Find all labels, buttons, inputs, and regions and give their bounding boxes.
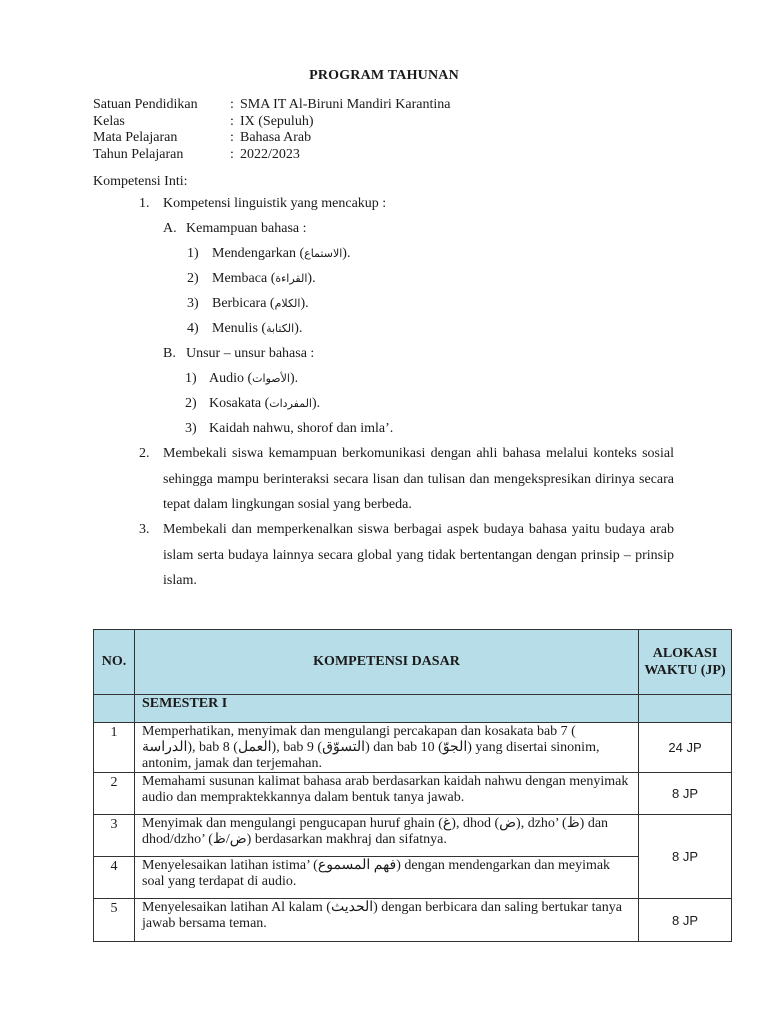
info-separator: : [230,130,234,145]
info-row [93,147,451,164]
row-number: 2 [94,773,135,815]
row-competency: Menyelesaikan latihan Al kalam (الحديث) dengan berbicara dan saling bertukar tanya jawab bersama teman. [135,899,639,942]
table-header-row [94,630,732,695]
row-number: 5 [94,899,135,942]
sub-sublist-number: 3) [187,296,199,311]
semester-label: SEMESTER I [135,695,639,723]
sub-sublist-number: 1) [185,371,197,386]
sub-sublist-item: Berbicara (الكلام). [212,296,309,311]
list-number: 2. [139,446,150,461]
arabic-term: الاستماع [304,247,343,260]
sublist-text: Unsur – unsur bahasa : [186,346,315,361]
list-number: 3. [139,522,150,537]
kompetensi-inti-heading: Kompetensi Inti: [93,174,188,189]
row-competency: Menyimak dan mengulangi pengucapan huruf ghain (غ), dhod (ض), dzho’ (ظ) dan dhod/dzho’ (ض/ظ) berdasarkan makhraj dan sifatnya. [135,815,639,857]
sub-sublist-item: Kaidah nahwu, shorof dan imla’. [209,421,394,436]
sublist-letter: A. [163,221,177,236]
list-item-text: Kompetensi linguistik yang mencakup : [163,196,387,211]
kompetensi-dasar-table [93,629,732,942]
info-separator: : [230,113,234,129]
info-label: Satuan Pendidikan [93,97,198,112]
header-alokasi-waktu: ALOKASI WAKTU (JP) [639,630,732,695]
row-allocation: 8 JP [639,899,732,942]
document-title: PROGRAM TAHUNAN [309,68,459,83]
arabic-term: المفردات [269,397,312,410]
info-value: 2022/2023 [240,146,300,162]
arabic-term: الكتابة [266,322,295,335]
sub-sublist-item: Mendengarkan (الاستماع). [212,246,351,261]
info-value: IX (Sepuluh) [240,113,314,129]
info-row [93,97,451,114]
list-item-paragraph: Membekali siswa kemampuan berkomunikasi dengan ahli bahasa melalui konteks sosial sehingga mampu berinteraksi secara lisan dan tulisan dan mengekspresikan dirinya secara tepat dalam lingkungan sosial yang berbeda. [163,446,674,512]
info-label: Kelas [93,113,125,129]
info-separator: : [230,146,234,162]
row-allocation: 24 JP [639,723,732,773]
arabic-term: الكلام [274,297,301,310]
row-allocation: 8 JP [639,815,732,899]
table-row [94,723,732,773]
info-separator: : [230,97,234,112]
row-number: 1 [94,723,135,773]
list-item-paragraph: Membekali dan memperkenalkan siswa berbagai aspek budaya bahasa yaitu budaya arab islam serta budaya lainnya secara global yang tidak bertentangan dengan prinsip – prinsip islam. [163,522,674,588]
semester-row [94,695,732,723]
sublist-text: Kemampuan bahasa : [186,221,307,236]
row-allocation: 8 JP [639,773,732,815]
sublist-letter: B. [163,346,176,361]
sub-sublist-item: Menulis (الكتابة). [212,321,303,336]
sub-sublist-number: 4) [187,321,199,336]
row-number: 3 [94,815,135,857]
sub-sublist-item: Kosakata (المفردات). [209,396,321,411]
row-number: 4 [94,857,135,899]
info-row [93,130,451,147]
table-row [94,815,732,857]
row-competency: Memahami susunan kalimat bahasa arab berdasarkan kaidah nahwu dengan menyimak audio dan mempraktekkannya dalam bentuk tanya jawab. [135,773,639,815]
table-row [94,899,732,942]
sub-sublist-item: Membaca (القراءة). [212,271,316,286]
arabic-term: القراءة [275,272,308,285]
header-no: NO. [94,630,135,695]
info-label: Mata Pelajaran [93,130,178,145]
info-block [93,97,451,163]
info-value: Bahasa Arab [240,130,312,145]
info-value: SMA IT Al-Biruni Mandiri Karantina [240,97,451,112]
table-row [94,773,732,815]
sub-sublist-number: 2) [187,271,199,286]
sub-sublist-item: Audio (الأصوات). [209,371,299,386]
sub-sublist-number: 3) [185,421,197,436]
info-label: Tahun Pelajaran [93,146,184,162]
row-competency: Memperhatikan, menyimak dan mengulangi percakapan dan kosakata bab 7 ( الدراسة), bab 8 (العمل), bab 9 (التسوّق) dan bab 10 (الجوّ) yang disertai sinonim, antonim, jamak dan terjemahan. [135,723,639,773]
list-number: 1. [139,196,150,211]
sub-sublist-number: 2) [185,396,197,411]
row-competency: Menyelesaikan latihan istima’ (فهم المسموع) dengan mendengarkan dan meyimak soal yang terdapat di audio. [135,857,639,899]
arabic-term: الأصوات [252,372,290,385]
table-row [94,857,732,899]
header-kompetensi-dasar: KOMPETENSI DASAR [135,630,639,695]
info-row [93,114,451,131]
sub-sublist-number: 1) [187,246,199,261]
